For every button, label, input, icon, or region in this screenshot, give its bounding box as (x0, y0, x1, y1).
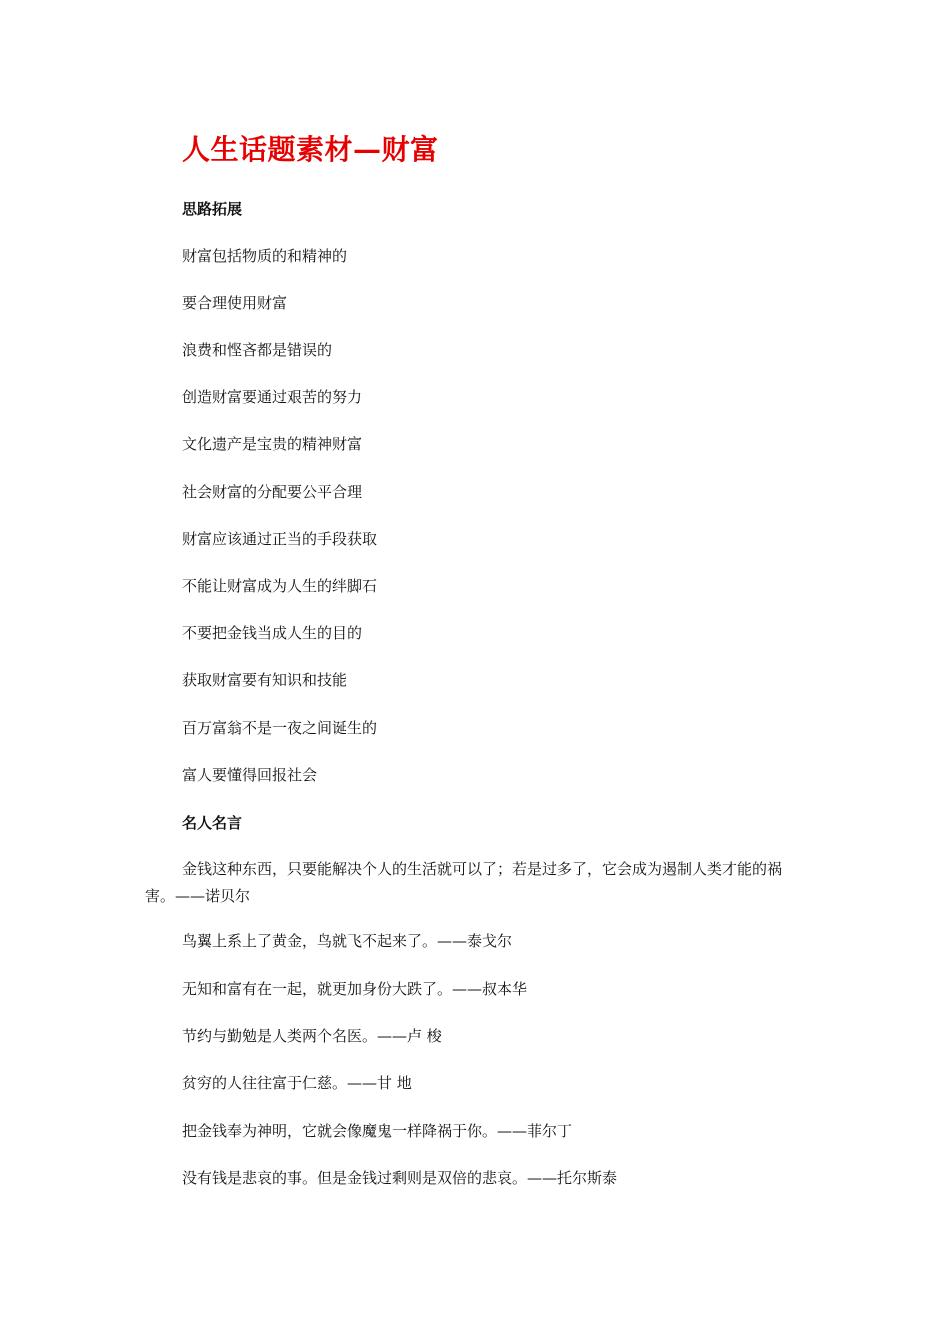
quote-item: 贫穷的人往往富于仁慈。——甘 地 (182, 1074, 412, 1092)
idea-item: 创造财富要通过艰苦的努力 (182, 388, 363, 406)
quote-item: 没有钱是悲哀的事。但是金钱过剩则是双倍的悲哀。——托尔斯泰 (182, 1169, 618, 1187)
idea-item: 富人要懂得回报社会 (182, 766, 318, 784)
quote-item: 鸟翼上系上了黄金，鸟就飞不起来了。——泰戈尔 (182, 932, 513, 950)
idea-item: 获取财富要有知识和技能 (182, 671, 348, 689)
idea-item: 浪费和悭吝都是错误的 (182, 341, 333, 359)
idea-item: 财富包括物质的和精神的 (182, 247, 348, 265)
idea-item: 百万富翁不是一夜之间诞生的 (182, 719, 378, 737)
idea-item: 要合理使用财富 (182, 294, 288, 312)
section-heading-quotes: 名人名言 (182, 814, 243, 832)
idea-item: 财富应该通过正当的手段获取 (182, 530, 378, 548)
quote-paragraph: 金钱这种东西，只要能解决个人的生活就可以了；若是过多了，它会成为遏制人类才能的祸害。——诺贝尔 (145, 860, 783, 905)
idea-item: 文化遗产是宝贵的精神财富 (182, 435, 363, 453)
idea-item: 不能让财富成为人生的绊脚石 (182, 577, 378, 595)
document-title: 人生话题素材—财富 (182, 133, 439, 166)
quote-item: 把金钱奉为神明，它就会像魔鬼一样降祸于你。——菲尔丁 (182, 1122, 573, 1140)
idea-item: 不要把金钱当成人生的目的 (182, 624, 363, 642)
section-heading-ideas: 思路拓展 (182, 200, 243, 218)
quote-item: 无知和富有在一起，就更加身份大跌了。——叔本华 (182, 980, 528, 998)
idea-item: 社会财富的分配要公平合理 (182, 483, 363, 501)
quote-item: 节约与勤勉是人类两个名医。——卢 梭 (182, 1027, 442, 1045)
